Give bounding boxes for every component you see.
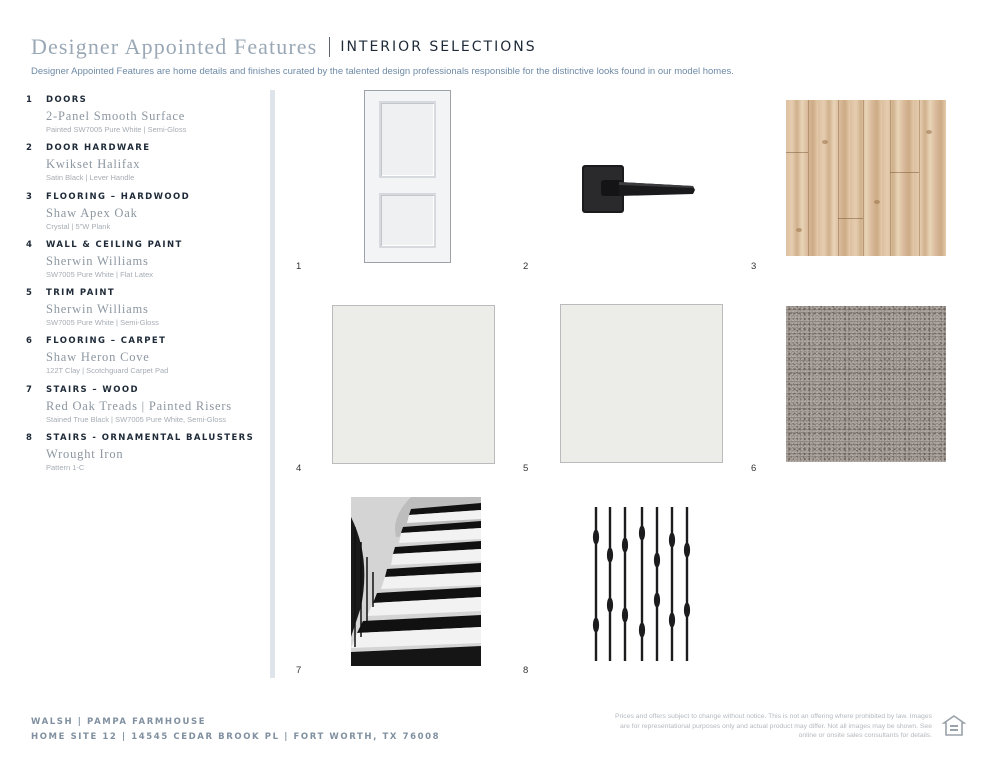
wood-knot — [822, 140, 828, 144]
selection-item — [26, 141, 266, 189]
balusters-swatch — [588, 505, 698, 663]
selection-item — [26, 383, 266, 431]
vertical-divider — [270, 90, 275, 678]
baluster-twist — [639, 526, 644, 540]
title-divider — [329, 37, 330, 57]
footer-address — [31, 715, 440, 745]
baluster-twist — [669, 613, 674, 627]
selection-name: Kwikset Halifax — [46, 157, 141, 172]
selection-item — [26, 190, 266, 238]
selection-name: Sherwin Williams — [46, 253, 149, 268]
selection-detail: Stained True Black | SW7005 Pure White, Semi-Gloss — [46, 414, 226, 424]
selection-number: 7 — [26, 384, 32, 395]
plank-seam — [808, 100, 809, 256]
selection-name: Sherwin Williams — [46, 302, 149, 317]
baluster-twist — [622, 538, 627, 552]
baluster-twist — [684, 543, 689, 557]
plank-seam — [890, 100, 891, 256]
baluster-twist — [593, 530, 598, 544]
wood-knot — [874, 200, 880, 204]
selection-number: 4 — [26, 239, 32, 250]
image-number: 4 — [296, 463, 302, 474]
selection-category: STAIRS - ORNAMENTAL BALUSTERS — [46, 433, 255, 444]
baluster — [593, 507, 598, 661]
image-number: 6 — [751, 463, 757, 474]
image-number: 1 — [296, 261, 302, 272]
page-title: Designer Appointed Features — [31, 34, 318, 59]
selection-number: 8 — [26, 433, 32, 444]
image-number: 7 — [296, 665, 302, 676]
title-row — [31, 33, 971, 61]
baluster — [607, 507, 612, 661]
eho-equal-bottom — [950, 729, 958, 731]
selection-category: DOORS — [46, 95, 88, 105]
selection-name: Wrought Iron — [46, 447, 124, 462]
selection-item — [26, 238, 266, 286]
selection-number: 6 — [26, 336, 32, 347]
selection-category: FLOORING – HARDWOOD — [46, 191, 191, 202]
selection-category: DOOR HARDWARE — [46, 143, 151, 154]
selection-detail: Satin Black | Lever Handle — [46, 173, 135, 183]
selection-category: FLOORING – CARPET — [46, 336, 167, 347]
selection-item — [26, 431, 266, 479]
selection-name: Shaw Apex Oak — [46, 205, 138, 220]
baluster — [684, 507, 689, 661]
selection-detail: Pattern 1-C — [46, 463, 85, 473]
selection-detail: Crystal | 5"W Plank — [46, 221, 111, 231]
baluster-twist — [669, 533, 674, 547]
door-lower-panel — [379, 193, 436, 248]
plank-joint — [786, 152, 808, 153]
image-number: 3 — [751, 261, 757, 272]
carpet-swatch — [786, 306, 946, 462]
wood-knot — [796, 228, 802, 232]
selection-number: 3 — [26, 191, 32, 202]
image-number: 8 — [523, 665, 529, 676]
selection-category: STAIRS – WOOD — [46, 384, 139, 395]
eho-equal-top — [950, 725, 958, 727]
baluster — [639, 507, 644, 661]
legal-disclaimer: Prices and offers subject to change without notice. This is not an offering where prohibited by law. Images are for representational purposes only and actual product may differ. Not all images may be shown. See online or onsite sales consultants for details. — [615, 713, 932, 740]
selection-detail: 122T Clay | Scotchguard Carpet Pad — [46, 366, 169, 376]
trim-paint-swatch — [560, 304, 723, 463]
baluster — [622, 507, 627, 661]
baluster-twist — [639, 623, 644, 637]
baluster-twist — [593, 618, 598, 632]
baluster — [669, 507, 674, 661]
baluster-twist — [622, 608, 627, 622]
selection-detail: Painted SW7005 Pure White | Semi-Gloss — [46, 125, 187, 134]
baluster-twist — [654, 593, 659, 607]
plank-joint — [890, 172, 919, 173]
baluster-set — [593, 507, 689, 661]
baluster-twist — [654, 553, 659, 567]
plank-seam — [838, 100, 839, 256]
image-number: 2 — [523, 261, 529, 272]
plank-seam — [919, 100, 920, 256]
selection-category: WALL & CEILING PAINT — [46, 239, 183, 250]
selection-number: 5 — [26, 288, 32, 299]
wood-knot — [926, 130, 932, 134]
page-header — [31, 33, 971, 77]
selection-item — [26, 286, 266, 334]
selection-name: Shaw Heron Cove — [46, 350, 150, 365]
image-number: 5 — [523, 463, 529, 474]
lever-handle-swatch — [575, 160, 700, 218]
door-upper-panel — [379, 101, 436, 178]
selection-number: 2 — [26, 143, 32, 154]
footer-home-site: HOME SITE 12 | 14545 CEDAR BROOK PL | FORT WORTH, TX 76008 — [31, 732, 441, 742]
selection-name: 2-Panel Smooth Surface — [46, 109, 186, 123]
selection-detail: SW7005 Pure White | Flat Latex — [46, 269, 153, 279]
selection-item — [26, 93, 266, 141]
selection-category: TRIM PAINT — [46, 288, 116, 299]
selections-list — [26, 93, 266, 479]
selection-name: Red Oak Treads | Painted Risers — [46, 398, 232, 413]
selection-item — [26, 334, 266, 382]
door-swatch — [364, 90, 451, 263]
hardwood-swatch — [786, 100, 946, 256]
wall-paint-swatch — [332, 305, 495, 464]
page-subtitle: INTERIOR SELECTIONS — [340, 39, 537, 55]
baluster-twist — [607, 598, 612, 612]
baluster — [654, 507, 659, 661]
plank-seam — [863, 100, 864, 256]
selection-number: 1 — [26, 95, 32, 105]
equal-housing-opportunity-icon — [942, 714, 966, 738]
plank-joint — [838, 218, 863, 219]
footer-community-plan: WALSH | PAMPA FARMHOUSE — [31, 717, 207, 727]
selection-detail: SW7005 Pure White | Semi-Gloss — [46, 318, 159, 328]
baluster-twist — [607, 548, 612, 562]
intro-text: Designer Appointed Features are home details and finishes curated by the talented design professionals responsible for the distinctive looks found in our model homes. — [31, 66, 734, 77]
stairs-photo — [351, 497, 481, 666]
baluster-twist — [684, 603, 689, 617]
